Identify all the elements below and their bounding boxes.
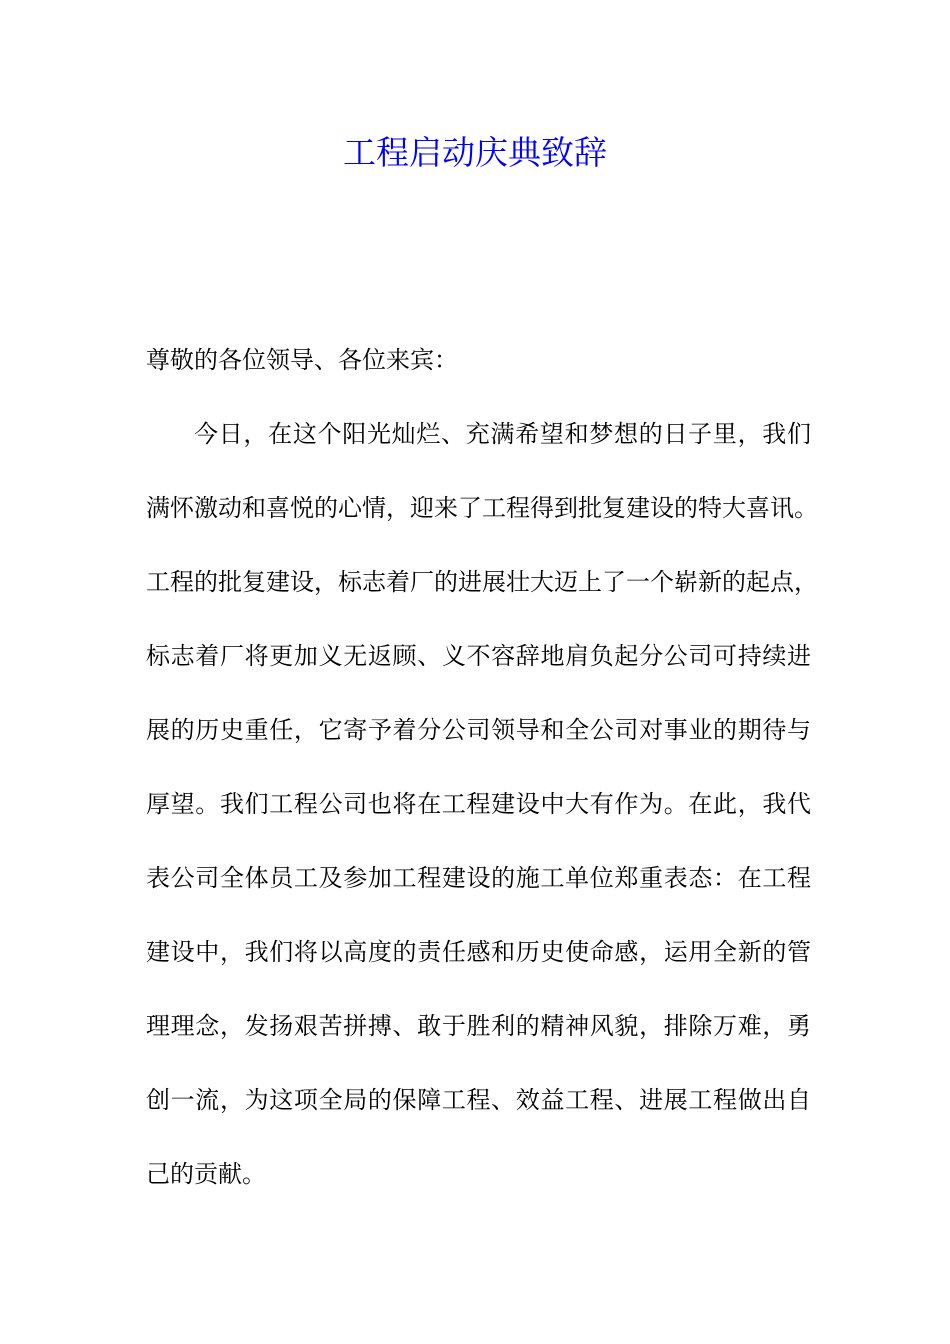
document-title: 工程启动庆典致辞 — [343, 133, 607, 172]
paragraph-line: 理理念，发扬艰苦拼搏、敢于胜利的精神风貌，排除万难，勇 — [146, 1012, 811, 1040]
document-body — [146, 336, 818, 1224]
paragraph-line: 标志着厂将更加义无返顾、义不容辞地肩负起分公司可持续进 — [146, 642, 811, 670]
paragraph-line: 建设中，我们将以高度的责任感和历史使命感，运用全新的管 — [146, 938, 811, 966]
salutation: 尊敬的各位领导、各位来宾： — [146, 346, 458, 374]
paragraph-line: 今日，在这个阳光灿烂、充满希望和梦想的日子里，我们 — [194, 420, 811, 448]
paragraph-line: 表公司全体员工及参加工程建设的施工单位郑重表态：在工程 — [146, 864, 811, 892]
paragraph-line: 满怀激动和喜悦的心情，迎来了工程得到批复建设的特大喜讯。 — [146, 494, 818, 522]
paragraph-line: 工程的批复建设，标志着厂的进展壮大迈上了一个崭新的起点， — [146, 568, 818, 596]
paragraph-line: 己的贡献。 — [146, 1160, 266, 1188]
paragraph-line: 展的历史重任，它寄予着分公司领导和全公司对事业的期待与 — [146, 716, 811, 744]
paragraph-line: 厚望。我们工程公司也将在工程建设中大有作为。在此，我代 — [146, 790, 811, 818]
paragraph-line: 创一流，为这项全局的保障工程、效益工程、进展工程做出自 — [146, 1086, 811, 1114]
